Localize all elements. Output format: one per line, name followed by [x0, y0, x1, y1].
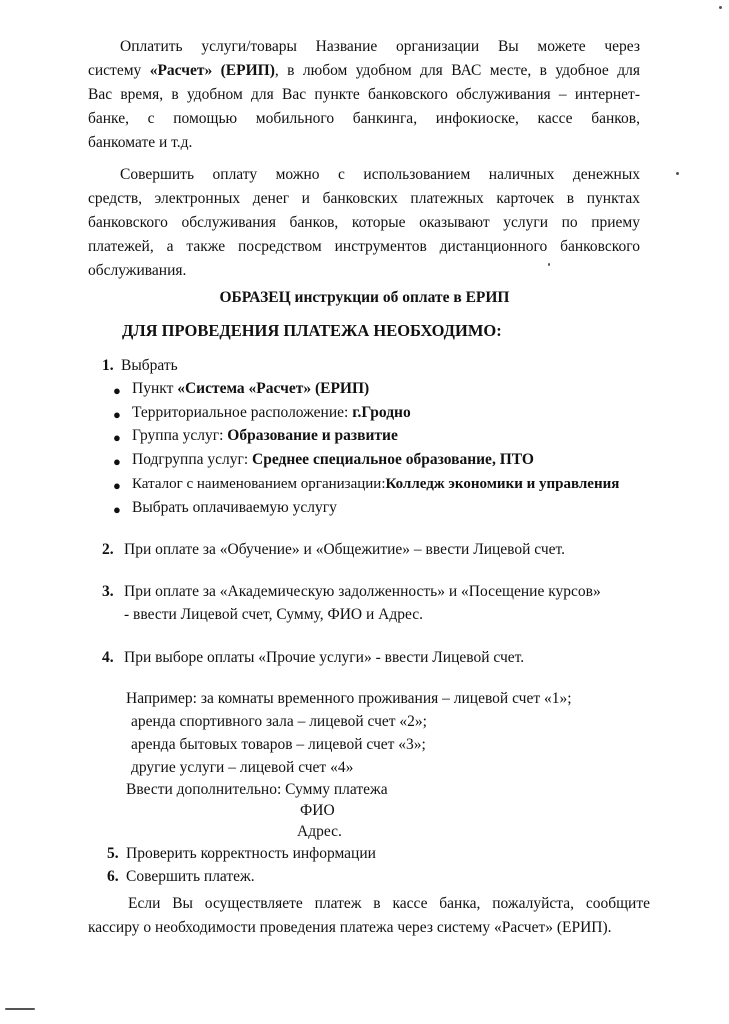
bullet-label: Каталог с наименованием организации:: [132, 476, 386, 492]
step-2-text: При оплате за «Обучение» и «Общежитие» – ввести Лицевой счет.: [124, 541, 566, 558]
step-1-text: Выбрать: [121, 357, 178, 374]
step-1-number: 1.: [102, 357, 114, 374]
scan-speck: [719, 6, 722, 9]
intro-p2-line4: платежей, а также посредством инструментов дистанционного банковского: [88, 238, 640, 255]
bullet-item-group: [132, 427, 398, 446]
bullet-label: Группа услуг:: [132, 427, 228, 444]
bullet-item-catalog: [132, 475, 619, 493]
erip-system-name: «Расчет» (ЕРИП): [149, 62, 275, 79]
bullet-value: Образование и развитие: [227, 427, 398, 444]
intro-p1-line1: Оплатить услуги/товары Название организации Вы можете через: [120, 38, 640, 55]
intro-p1-line2-pre: систему: [88, 62, 150, 79]
intro-p2-line3: банковского обслуживания банков, которые оказывают услуги по приему: [88, 214, 640, 231]
bullet-icon: ●: [113, 430, 121, 445]
scan-speck: [5, 1008, 35, 1010]
bullet-value: г.Гродно: [352, 404, 411, 421]
intro-p2-line1: Совершить оплату можно с использованием наличных денежных: [120, 166, 640, 183]
bullet-icon: ●: [113, 502, 121, 517]
step-4-text: При выборе оплаты «Прочие услуги» - ввести Лицевой счет.: [124, 649, 525, 666]
scan-speck: [676, 172, 679, 175]
step-6-number: 6.: [107, 868, 119, 885]
intro-p1-line4: банке, с помощью мобильного банкинга, инфокиоске, кассе банков,: [88, 110, 640, 127]
step-2-number: 2.: [102, 541, 114, 558]
example-line6: ФИО: [300, 802, 335, 819]
intro-p2-line5: обслуживания.: [88, 262, 187, 279]
step-4-number: 4.: [102, 649, 114, 666]
closing-line1: Если Вы осуществляете платеж в кассе банка, пожалуйста, сообщите: [128, 895, 650, 912]
intro-p1-line2: [88, 62, 640, 81]
bullet-value: Среднее специальное образование, ПТО: [252, 451, 534, 468]
sample-heading: ОБРАЗЕЦ инструкции об оплате в ЕРИП: [219, 289, 510, 306]
closing-line2: кассиру о необходимости проведения платежа через систему «Расчет» (ЕРИП).: [88, 919, 612, 936]
step-3-line2: - ввести Лицевой счет, Сумму, ФИО и Адрес.: [124, 606, 423, 623]
bullet-value: «Система «Расчет» (ЕРИП): [177, 380, 370, 397]
step-5-text: Проверить корректность информации: [126, 845, 376, 862]
bullet-icon: ●: [113, 383, 121, 398]
step-3-number: 3.: [102, 583, 114, 600]
bullet-icon: ●: [113, 454, 121, 469]
bullet-label: Территориальное расположение:: [132, 404, 353, 421]
bullet-item-point: [132, 380, 369, 399]
bullet-icon: ●: [113, 478, 121, 493]
bullet-label: Подгруппа услуг:: [132, 451, 253, 468]
example-line4: другие услуги – лицевой счет «4»: [131, 759, 354, 776]
intro-p2-line2: средств, электронных денег и банковских платежных карточек в пунктах: [88, 190, 640, 207]
example-line2: аренда спортивного зала – лицевой счет «2»;: [131, 713, 427, 730]
scan-speck: [548, 263, 550, 266]
intro-p1-line5: банкомате и т.д.: [88, 134, 193, 151]
required-heading: ДЛЯ ПРОВЕДЕНИЯ ПЛАТЕЖА НЕОБХОДИМО:: [122, 321, 502, 340]
step-6-text: Совершить платеж.: [126, 868, 255, 885]
example-line5: Ввести дополнительно: Сумму платежа: [126, 781, 388, 798]
bullet-value: Колледж экономики и управления: [385, 476, 620, 492]
example-line1: Например: за комнаты временного проживания – лицевой счет «1»;: [126, 690, 572, 707]
intro-p1-line2-post: , в любом удобном для ВАС месте, в удобное для: [274, 62, 640, 79]
step-5-number: 5.: [107, 845, 119, 862]
bullet-item-choose-service: Выбрать оплачиваемую услугу: [132, 499, 337, 516]
bullet-label: Пункт: [132, 380, 178, 397]
bullet-item-subgroup: [132, 451, 534, 470]
example-line3: аренда бытовых товаров – лицевой счет «3»;: [131, 736, 426, 753]
bullet-item-territory: [132, 404, 411, 423]
step-3-line1: При оплате за «Академическую задолженность» и «Посещение курсов»: [124, 583, 601, 600]
example-line7: Адрес.: [297, 823, 342, 840]
bullet-icon: ●: [113, 407, 121, 422]
intro-p1-line3: Вас время, в удобном для Вас пункте банковского обслуживания – интернет-: [88, 86, 640, 103]
